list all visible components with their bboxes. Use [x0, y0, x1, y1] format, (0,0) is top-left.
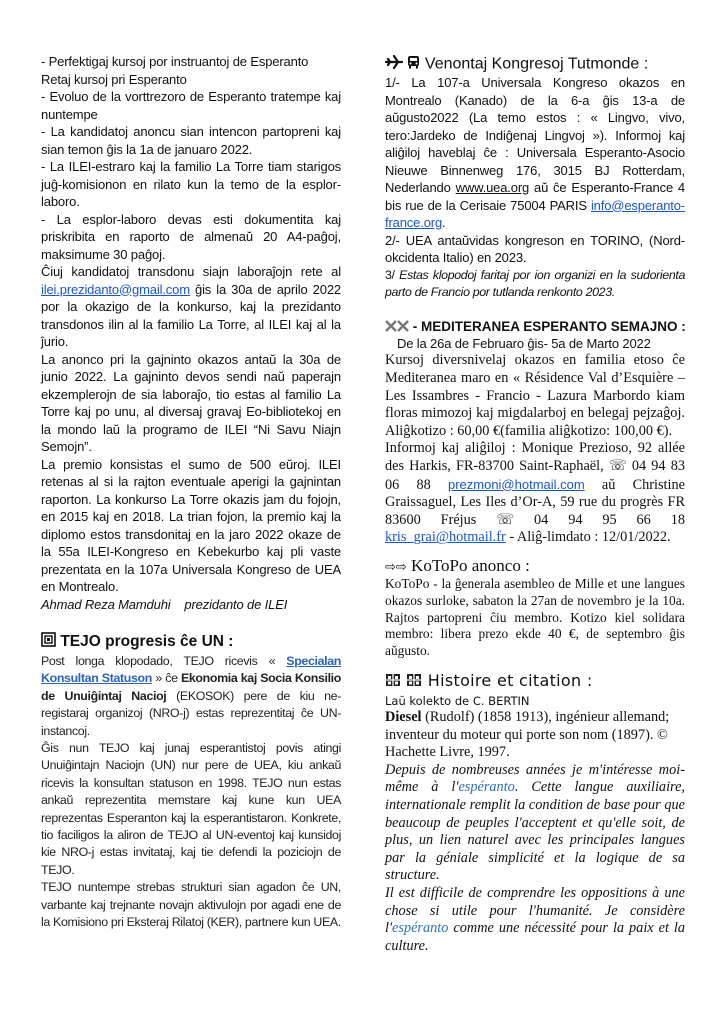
submission-paragraph: [41, 263, 341, 351]
bus-icon: [407, 55, 420, 74]
congress-item-1: [385, 74, 685, 232]
submission-text: Ĉiuj kandidatoj transdonu siajn laboraĵojn rete al: [41, 264, 341, 279]
esperanto-france-email-link[interactable]: info@esperanto-france.org: [385, 197, 685, 230]
esperanto-link[interactable]: espéranto: [392, 920, 449, 937]
announcement-paragraph: La anonco pri la gajninto okazos antaŭ la 30a de junio 2022. La gajninto devos sendi naŭ paperajn ekzemplerojn de sia laboraĵo, tio estas al familio La Torre kaj po unu, al diversaj gravaj Eo-bibliotekoj en la mondo laŭ la programo de ILEI “Ni Savu Niajn Semojn”.: [41, 351, 341, 454]
congresses-heading: [385, 55, 685, 74]
phone-number: 04 94 83 06 88: [385, 458, 685, 493]
mediteranea-heading: [385, 319, 685, 335]
contest-item: - Evoluo de la vorttrezoro de Esperanto tratempe kaj nuntempe: [41, 89, 341, 122]
crossed-swords-icon: [385, 320, 409, 335]
deadline: - Aliĝ-limdato : 12/01/2022.: [505, 529, 671, 546]
kotopo-heading: [385, 556, 685, 576]
congresses-title: Venontaj Kongresoj Tutmonde :: [424, 55, 649, 73]
mediteranea-title: - MEDITERANEA ESPERANTO SEMAJNO :: [412, 319, 686, 334]
signature: [41, 596, 341, 614]
prize-paragraph: La premio konsistas el sumo de 500 eŭroj. ILEI retenas al si la rajton eventuale aperigi la gajnintan raporton. La konkurso La Torre okazis jam du fojojn, en 2015 kaj en 2018. La trian fojon, la premio kaj la diplomo estos transdonitaj en la jaro 2022 okaze de la 55a ILEI-Kongreso en Kebekurbo kaj pli vaste prezentata en la 107a Universala Kongreso de UEA en Montrealo.: [41, 456, 341, 594]
histoire-section: [385, 671, 685, 955]
tejo-paragraph-1: [41, 653, 341, 740]
contest-item: Retaj kursoj pri Esperanto: [41, 71, 187, 87]
mediteranea-dates: De la 26a de Februaro ĝis- 5a de Marto 2022: [397, 335, 651, 351]
text: Informoj kaj aliĝiloj : Monique Prezioso, 92 allée des Harkis, FR-83700 Saint-Raphaël,: [385, 440, 685, 474]
tejo-section: [41, 632, 341, 932]
book-icon: [406, 672, 422, 691]
kotopo-title: KoToPo anonco :: [411, 556, 530, 575]
contest-item: - Perfektigaj kursoj por instruantoj de Esperanto: [41, 54, 309, 69]
contest-item: - La esplor-laboro devas esti dokumentita kaj priskribita en raporto de almenaŭ 20 A4-paĝoj, maksimume 30 paĝoj.: [41, 211, 341, 262]
text: Post longa klopodado, TEJO ricevis «: [41, 654, 287, 668]
text: Estas klopodoj faritaj por ion organizi en la sudorienta parto de Francio por tutlanda renkonto 2023.: [385, 267, 685, 299]
tejo-paragraph-2: Ĝis nun TEJO kaj junaj esperantistoj povis atingi Unuiĝintajn Naciojn (UN) nur pere de UEA, kiu ankaŭ ricevis la konsultan statuson en 1998. TEJO nun estas ankaŭ reprezentita memstare kaj kune kun UEA reprezentas Esperanton kaj la esperantistaron. Konkrete, tio faciligos la aliron de TEJO al UN-eventoj kaj kunsidoj kie NRO-j estas invitataj, kaj tie defendi la poziciojn de TEJO.: [41, 741, 341, 877]
special-status-link[interactable]: Specialan Konsultan Statuson: [41, 654, 341, 686]
uea-link[interactable]: www.uea.org: [455, 180, 530, 195]
text: aŭ ĉe Esperanto-France 4 bis rue de la Cerisaie 75004 PARIS: [385, 180, 685, 213]
text: (EKOSOK) pere de kiu ne-registaraj organizoj (NRO-j) estas reprezentitaj ĉe UN-instancoj.: [41, 688, 341, 738]
diesel-bio: [385, 709, 685, 762]
contest-item: - La kandidatoj anoncu sian intencon partopreni kaj sian temon ĝis la 1a de januaro 2022.: [41, 124, 341, 157]
esperanto-link[interactable]: espéranto: [458, 779, 515, 796]
item-number: 3/: [385, 267, 400, 282]
kotopo-body: KoToPo - la ĝenerala asembleo de Mille et une langues okazos surloke, sabaton la 27an de novembro je la 10a. Rajtos partopreni ĉiu membro. Kotizo kiel solidara membro: libera prezo ekde 40 €, de septembro ĝis aŭgusto.: [385, 576, 685, 659]
congress-item-3: [385, 267, 685, 302]
book-icon: [385, 672, 401, 691]
tejo-paragraph-3: TEJO nuntempe strebas strukturi sian agadon ĉe UN, varbante kaj trejnante novajn aktivulojn por agadi ene de la Komisiono pri Eksteraj Rilatoj (KER), partnere kun UEA.: [41, 880, 341, 930]
ilei-email-link[interactable]: ilei.prezidanto@gmail.com: [41, 281, 190, 297]
text: 1/- La 107-a Universala Kongreso okazos en Montrealo (Kanado) de la 6-a ĝis 13-a de aŭgusto2022 (La temo estos : « Lingvo, vivo, tero:Jardeko de Indiĝenaj Lingvoj »). Informoj kaj aliĝiloj haveblaj ĉe : Universala Esperanto-Asocio Nieuwe Binnenweg 176, 3015 BJ Rotterdam, Nederlando: [385, 75, 685, 195]
text: comme une nécessité pour la paix et la culture.: [385, 920, 685, 954]
signature-role: prezidanto de ILEI: [184, 596, 288, 612]
ilei-contest-section: [41, 53, 341, 613]
quote-paragraph-1: [385, 762, 685, 885]
text: Depuis de nombreuses années je m'intéresse moi-même à l': [385, 761, 685, 796]
mediteranea-contacts: [385, 440, 685, 547]
text: aŭ Christine Graissaguel, Les Iles d’Or-A, 59 rue du progrès FR 83600 Fréjus: [385, 476, 685, 528]
kris-grai-email-link[interactable]: kris_grai@hotmail.fr: [385, 529, 506, 546]
tejo-title: TEJO progresis ĉe UN :: [60, 633, 234, 651]
prezmoni-email-link[interactable]: prezmoni@hotmail.com: [447, 476, 585, 492]
airplane-icon: [385, 55, 403, 74]
contest-item: - La ILEI-estraro kaj la familio La Torre tiam starigos juĝ-komisionon en rilato kun la temo de la esplor-laboro.: [41, 159, 341, 209]
signature-name: Ahmad Reza Mamduhi: [41, 596, 171, 612]
ecosoc-name: Ekonomia kaj Socia Konsilio de Unuiĝintaj Nacioj: [41, 671, 341, 703]
histoire-heading: [385, 671, 685, 691]
telephone-icon: ☏: [608, 458, 627, 474]
telephone-icon: ☏: [496, 511, 515, 528]
arrow-right-icon: ⇨⇨: [385, 559, 407, 574]
phone-number: 04 94 95 66 18: [514, 511, 686, 528]
bio-name: Diesel: [385, 709, 422, 725]
kotopo-section: [385, 556, 685, 660]
mediteranea-section: [385, 319, 685, 547]
text: . Cette langue auxiliaire, internationale remplit la condition de base pour que beaucoup de peuples l'acceptent et qu'elle soit, de plus, un lien naturel avec les principales langues par la géniale simplicité et la logique de sa structure.: [385, 779, 685, 884]
submission-text: ĝis la 30a de aprilo 2022 por la okazigo de la konkurso, kaj la prezidanto transdonos ilin al la familio La Torre, al ILEI kaj al la ĵurio.: [41, 281, 341, 349]
text: .: [442, 215, 446, 230]
mediteranea-body: Kursoj diversnivelaj okazos en familia etoso ĉe Mediteranea maro en « Résidence Val d’Esquière – Les Issambres - Francio - Lazura Marbordo kiam floras mimozoj kaj migdalarboj en belegaj pejzaĝoj. Aliĝkotizo : 60,00 €(familia aliĝkotizo: 100,00 €).: [385, 352, 685, 439]
square-target-icon: [41, 632, 56, 652]
congresses-section: [385, 55, 685, 301]
histoire-byline: Laŭ kolekto de C. BERTIN: [385, 694, 530, 708]
tejo-heading: [41, 632, 341, 652]
text: Il est difficile de comprendre les oppositions à une chose si utile pour l'humanité. Je considère l': [385, 884, 685, 937]
congress-item-2: 2/- UEA antaŭvidas kongreson en TORINO, (Nord-okcidenta Italio) en 2023.: [385, 232, 685, 265]
text: » ĉe: [151, 671, 181, 686]
quote-paragraph-2: [385, 885, 685, 955]
bio-text: (Rudolf) (1858 1913), ingénieur allemand; inventeur du moteur qui porte son nom (1897). © Hachette Livre, 1997.: [385, 709, 670, 761]
histoire-title: Histoire et citation :: [427, 671, 593, 690]
